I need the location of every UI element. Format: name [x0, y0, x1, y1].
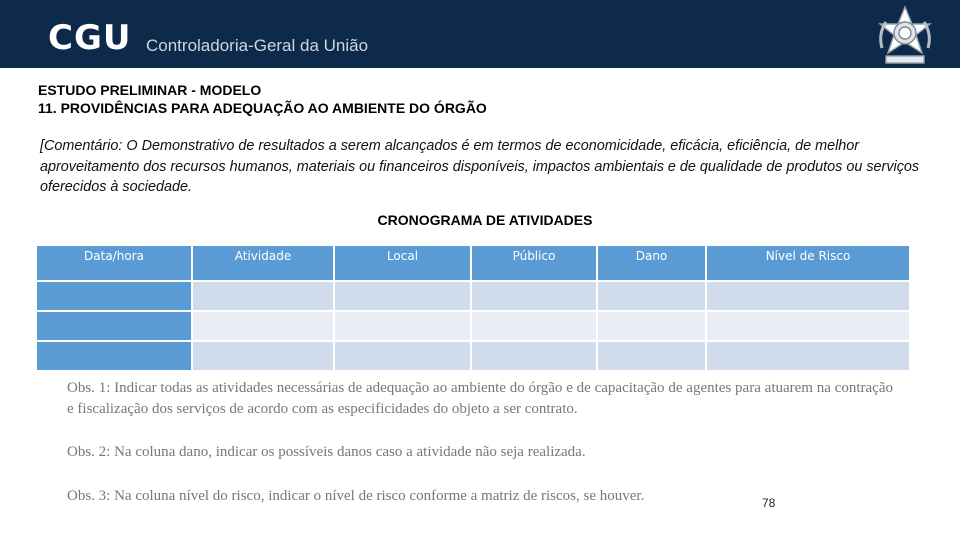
cgu-logo: CGU [48, 18, 132, 58]
table-cell [706, 341, 910, 371]
table-header-row [36, 245, 910, 281]
table-cell [334, 281, 471, 311]
table-cell [36, 341, 192, 371]
table-cell [706, 311, 910, 341]
header-local: Local [334, 245, 471, 281]
observation-2: Obs. 2: Na coluna dano, indicar os possíveis danos caso a atividade não seja realizada. [67, 444, 586, 460]
doc-title: ESTUDO PRELIMINAR - MODELO [38, 82, 262, 98]
schedule-table [35, 244, 911, 372]
org-name: Controladoria-Geral da União [146, 36, 369, 55]
header-bar [0, 0, 960, 68]
header-publico: Público [471, 245, 597, 281]
header-dano: Dano [597, 245, 706, 281]
table-row [36, 281, 910, 311]
header-nivel-risco: Nível de Risco [706, 245, 910, 281]
table-cell [334, 341, 471, 371]
table-cell [192, 341, 334, 371]
table-cell [192, 281, 334, 311]
table-row [36, 341, 910, 371]
table-cell [471, 281, 597, 311]
comment-paragraph: [Comentário: O Demonstrativo de resultados a serem alcançados é em termos de economicidade, eficácia, eficiência, de melhor aproveitamento dos recursos humanos, materiais ou financeiros disponíveis, impactos ambientais e de qualidade de produtos ou serviços oferecidos à sociedade. [40, 138, 920, 195]
table-cell [334, 311, 471, 341]
table-cell [597, 281, 706, 311]
table-cell [471, 341, 597, 371]
table-cell [706, 281, 910, 311]
table-row [36, 311, 910, 341]
table-cell [597, 311, 706, 341]
header-atividade: Atividade [192, 245, 334, 281]
brazil-coat-of-arms-icon [872, 4, 938, 70]
table-cell [192, 311, 334, 341]
page-number: 78 [762, 496, 776, 510]
schedule-title: CRONOGRAMA DE ATIVIDADES [377, 212, 593, 228]
header-data-hora: Data/hora [36, 245, 192, 281]
table-cell [36, 281, 192, 311]
table-cell [36, 311, 192, 341]
observation-1: Obs. 1: Indicar todas as atividades necessárias de adequação ao ambiente do órgão e de capacitação de agentes para atuarem na contração e fiscalização dos serviços de acordo com as especificidades do objeto a ser contrato. [67, 380, 893, 417]
table-cell [471, 311, 597, 341]
observation-3: Obs. 3: Na coluna nível do risco, indicar o nível de risco conforme a matriz de riscos, se houver. [67, 488, 645, 504]
section-title: 11. PROVIDÊNCIAS PARA ADEQUAÇÃO AO AMBIENTE DO ÓRGÃO [38, 100, 487, 116]
table-cell [597, 341, 706, 371]
